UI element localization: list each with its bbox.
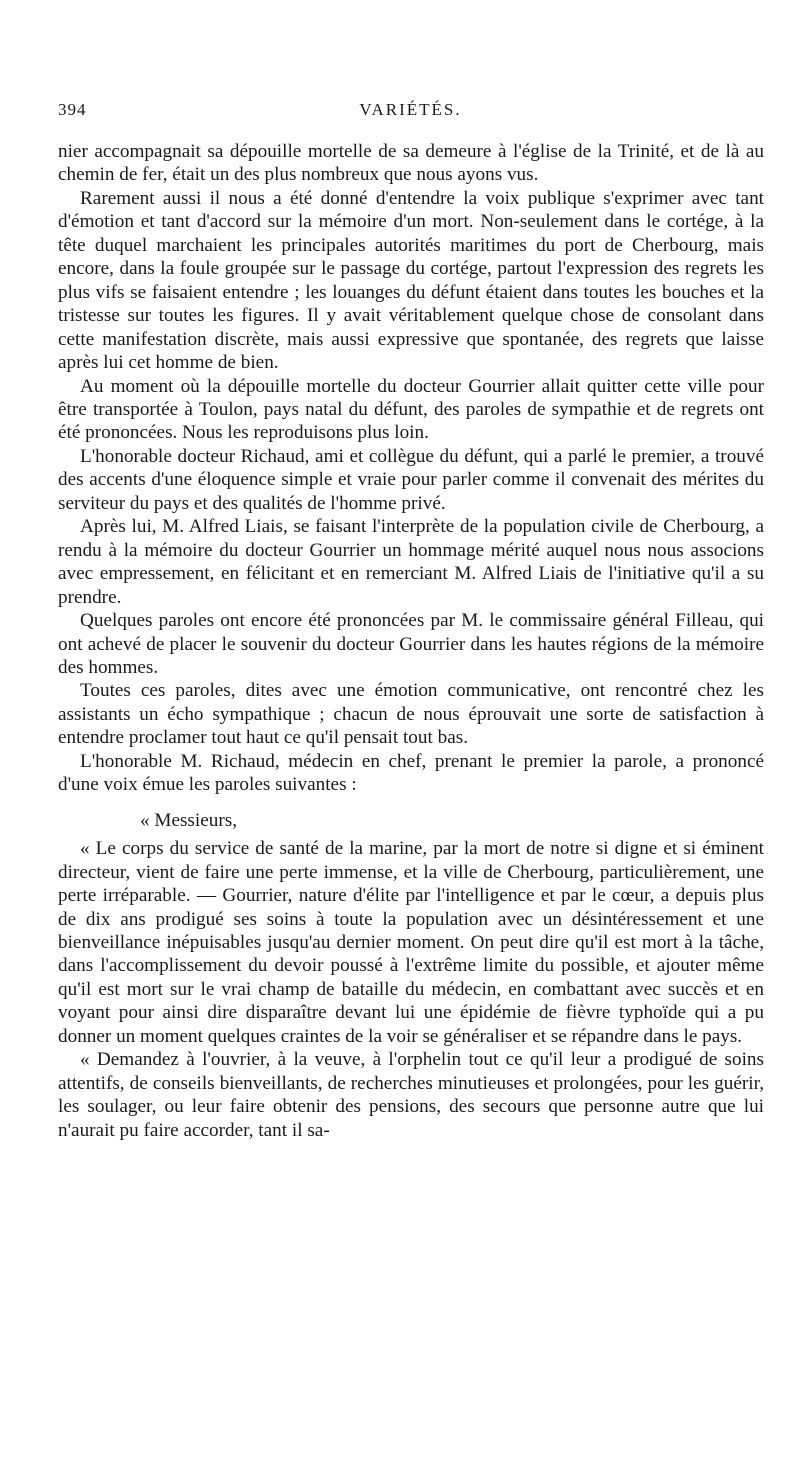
paragraph: Quelques paroles ont encore été prononcées par M. le commissaire général Filleau, qui ont achevé de placer le souvenir du docteur Gourrier dans les hautes régions de la mémoire des hommes. <box>58 610 764 678</box>
running-head: VARIÉTÉS. <box>359 100 462 119</box>
body-text <box>58 140 764 1142</box>
paragraph: Rarement aussi il nous a été donné d'entendre la voix publique s'exprimer avec tant d'émotion et tant d'accord sur la mémoire d'un mort. Non-seulement dans le cortége, à la tête duquel marchaient les principales autorités maritimes du port de Cherbourg, mais encore, dans la foule groupée sur le passage du cortége, partout l'expression des regrets les plus vifs se faisaient entendre ; les louanges du défunt étaient dans toutes les bouches et la tristesse sur toutes les figures. Il y avait véritablement quelque chose de consolant dans cette manifestation discrète, mais aussi expressive que spontanée, des regrets que laisse après lui cet homme de bien. <box>58 187 764 374</box>
paragraph: Toutes ces paroles, dites avec une émotion communicative, ont rencontré chez les assistants un écho sympathique ; chacun de nous éprouvait une sorte de satisfaction à entendre proclamer tout haut ce qu'il pensait tout bas. <box>58 680 764 749</box>
paragraph: Au moment où la dépouille mortelle du docteur Gourrier allait quitter cette ville pour être transportée à Toulon, pays natal du défunt, des paroles de sympathie et de regrets ont été prononcées. Nous les reproduisons plus loin. <box>58 375 764 444</box>
speech-salutation: « Messieurs, <box>140 809 237 831</box>
paragraph: L'honorable docteur Richaud, ami et collègue du défunt, qui a parlé le premier, a trouvé des accents d'une éloquence simple et vraie pour parler comme il convenait des mérites du serviteur du pays et des qualités de l'homme privé. <box>58 445 764 514</box>
paragraph: Après lui, M. Alfred Liais, se faisant l'interprète de la population civile de Cherbourg, a rendu à la mémoire du docteur Gourrier un hommage mérité auquel nous nous associons avec empressement, en félicitant et en remerciant M. Alfred Liais de l'initiative qu'il a su prendre. <box>58 516 764 608</box>
paragraph: L'honorable M. Richaud, médecin en chef, prenant le premier la parole, a prononcé d'une voix émue les paroles suivantes : <box>58 750 764 796</box>
speech-paragraph: « Demandez à l'ouvrier, à la veuve, à l'orphelin tout ce qu'il leur a prodigué de soins attentifs, de conseils bienveillants, de recherches minutieuses et prolongées, pour les guérir, les soulager, ou leur faire obtenir des pensions, des secours que personne autre que lui n'aurait pu faire accorder, tant il sa- <box>58 1049 764 1141</box>
page-header <box>58 100 763 128</box>
speech-paragraph: « Le corps du service de santé de la marine, par la mort de notre si digne et si éminent directeur, vient de faire une perte immense, et la ville de Cherbourg, particulièrement, une perte irréparable. — Gourrier, nature d'élite par l'intelligence et par le cœur, a depuis plus de dix ans prodigué ses soins à toute la population avec un désintéressement et une bienveillance inépuisables jusqu'au dernier moment. On peut dire qu'il est mort à la tâche, dans l'accomplissement du devoir poussé à l'extrême limite du possible, et ajouter même qu'il est mort sur le vrai champ de bataille du médecin, en combattant avec succès et en voyant pour ainsi dire disparaître devant lui une épidémie de fièvre typhoïde qui a pu donner un moment quelques craintes de la voir se généraliser et se répandre dans le pays. <box>58 838 764 1047</box>
paragraph-continuation: nier accompagnait sa dépouille mortelle de sa demeure à l'église de la Trinité, et de là au chemin de fer, était un des plus nombreux que nous ayons vus. <box>58 141 764 186</box>
page-number: 394 <box>58 100 87 119</box>
